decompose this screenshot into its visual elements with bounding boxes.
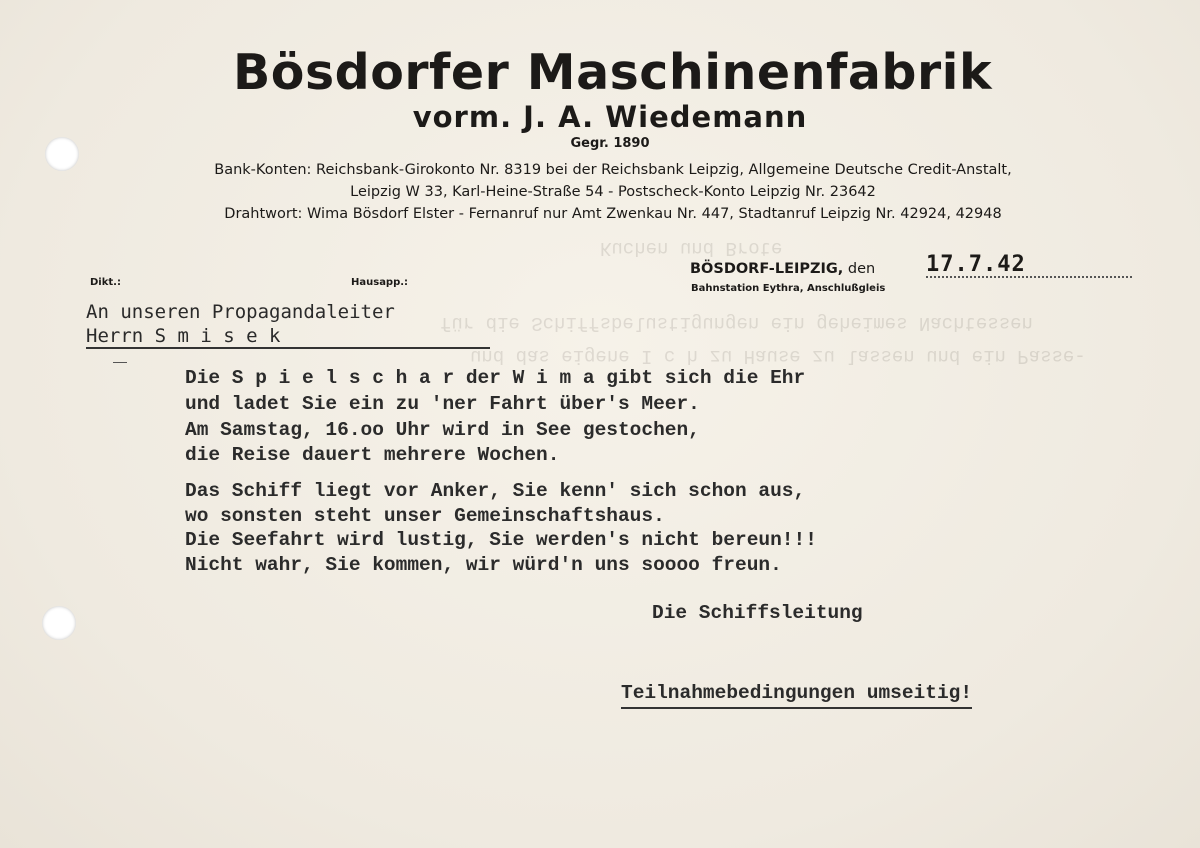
company-name: Bösdorfer Maschinenfabrik <box>232 44 993 101</box>
recipient-line-1: An unseren Propagandaleiter <box>86 301 395 323</box>
founded-year: Gegr. 1890 <box>570 136 650 151</box>
hausapp-label: Hausapp.: <box>351 277 409 288</box>
signature: Die Schiffsleitung <box>652 602 863 624</box>
punch-hole-bottom <box>42 606 76 640</box>
poem-line: Nicht wahr, Sie kommen, wir würd'n uns soooo freun. <box>185 554 782 576</box>
date-dotted-line <box>926 276 1132 278</box>
place-line <box>690 261 875 277</box>
show-through-line: und das eigene I c h zu Hause zu lassen und ein Passe- <box>470 345 1086 367</box>
poem-line: wo sonsten steht unser Gemeinschaftshaus. <box>185 505 665 527</box>
bank-accounts-line-1: Bank-Konten: Reichsbank-Girokonto Nr. 8319 bei der Reichsbank Leipzig, Allgemeine Deutsche Credit-Anstalt, <box>214 162 1012 178</box>
poem-line: die Reise dauert mehrere Wochen. <box>185 444 560 466</box>
dikt-label: Dikt.: <box>90 277 121 288</box>
terms-note: Teilnahmebedingungen umseitig! <box>621 682 972 709</box>
bank-accounts-line-2: Leipzig W 33, Karl-Heine-Straße 54 - Postscheck-Konto Leipzig Nr. 23642 <box>350 184 876 200</box>
poem-line: Das Schiff liegt vor Anker, Sie kenn' sich schon aus, <box>185 480 806 502</box>
show-through-line: für die Schiffsbelustigungen ein geheimes Nachtessen <box>440 312 1033 334</box>
place-suffix: den <box>847 261 876 277</box>
poem-line: und ladet Sie ein zu 'ner Fahrt über's Meer. <box>185 393 700 415</box>
letter-date: 17.7.42 <box>926 252 1026 277</box>
station-line: Bahnstation Eythra, Anschlußgleis <box>691 283 886 294</box>
company-subline: vorm. J. A. Wiedemann <box>412 100 808 134</box>
recipient-underline <box>86 347 490 349</box>
poem-line: Die S p i e l s c h a r der W i m a gibt sich die Ehr <box>185 367 806 389</box>
place-name: BÖSDORF-LEIPZIG, <box>690 261 844 277</box>
poem-line: Die Seefahrt wird lustig, Sie werden's nicht bereun!!! <box>185 529 817 551</box>
recipient-line-2: Herrn S m i s e k <box>86 325 281 347</box>
show-through-line: Kuchen und Brote <box>600 237 783 259</box>
poem-line: Am Samstag, 16.oo Uhr wird in See gestochen, <box>185 419 700 441</box>
wire-address-line: Drahtwort: Wima Bösdorf Elster - Fernanruf nur Amt Zwenkau Nr. 447, Stadtanruf Leipzig Nr. 42924, 42948 <box>224 206 1002 222</box>
margin-dash <box>113 362 127 363</box>
